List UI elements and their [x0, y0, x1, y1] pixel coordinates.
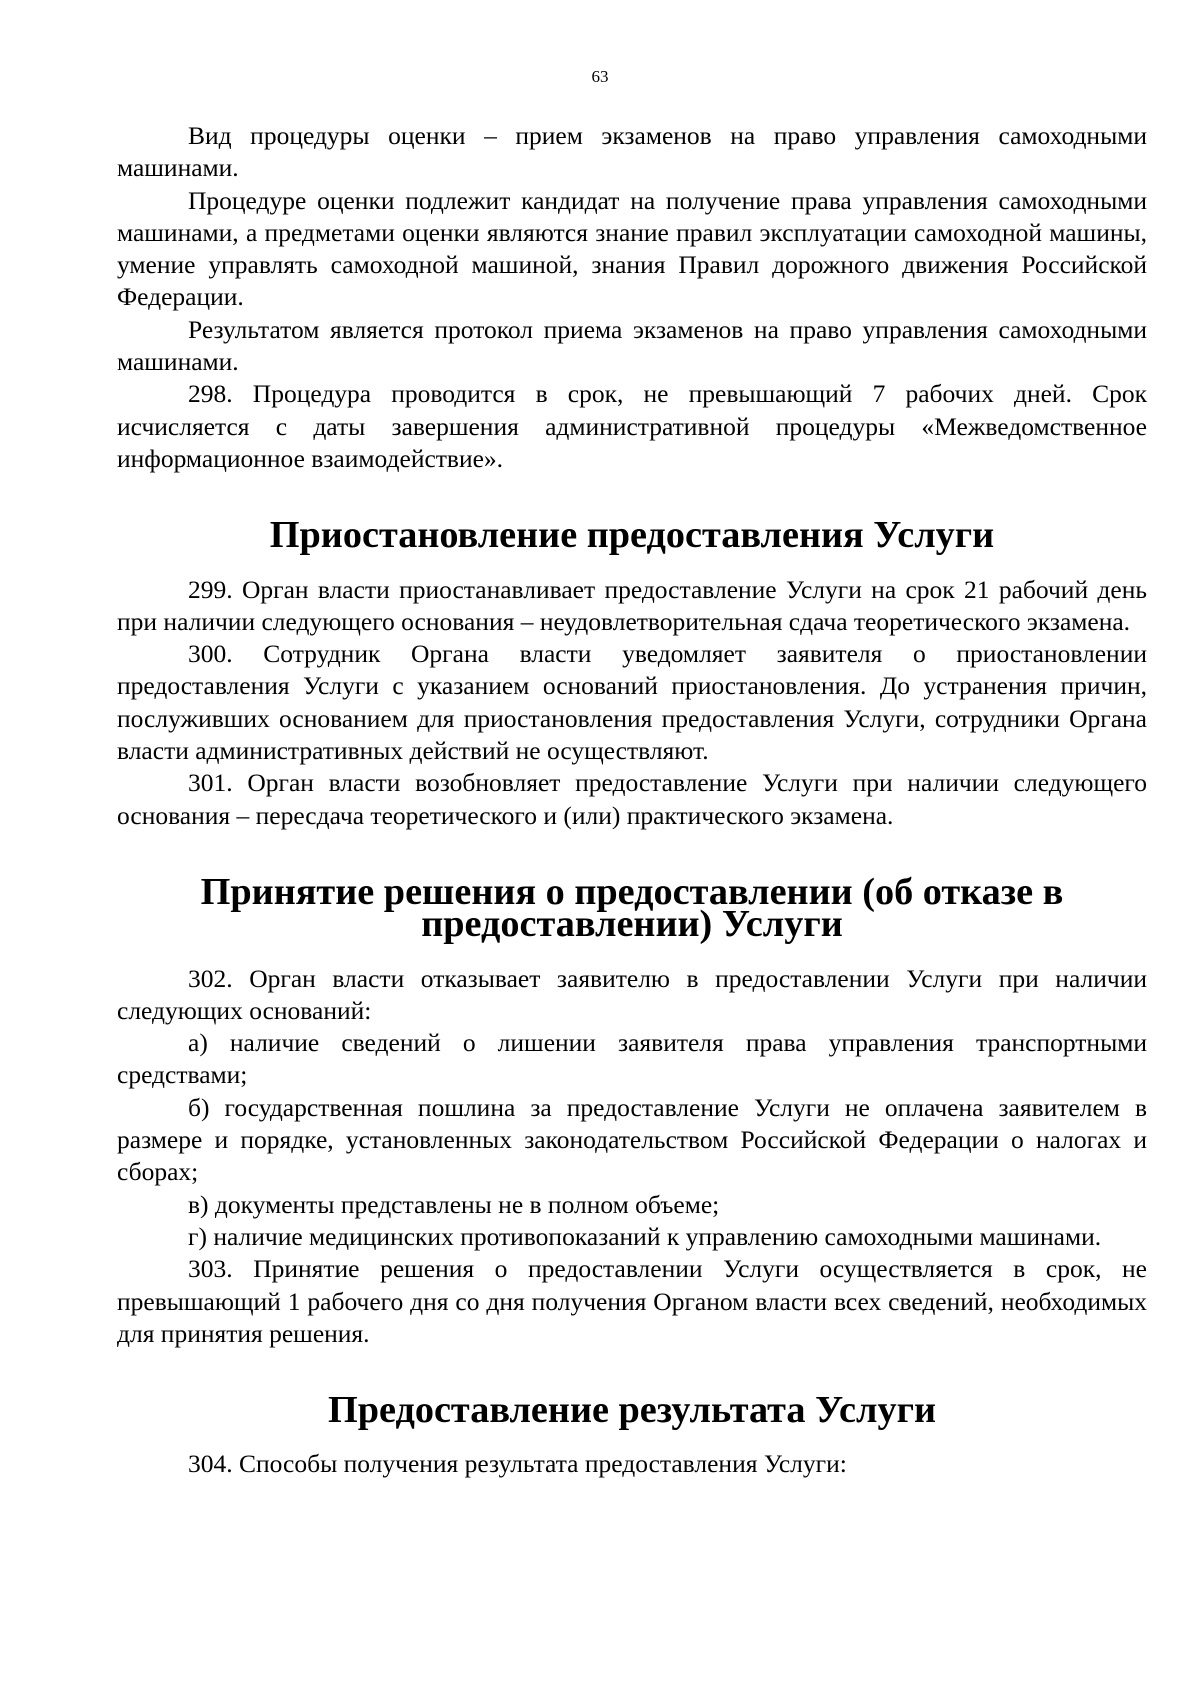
- page-number: 63: [591, 67, 609, 86]
- heading-decision: Принятие решения о предоставлении (об отказе в предоставлении) Услуги: [200, 870, 1064, 946]
- paragraph-assessment-subject: Процедуре оценки подлежит кандидат на получение права управления самоходными машинами, а предметами оценки являются знание правил эксплуатации самоходной машины, умение управлять самоходной машиной, знания Правил дорожного движения Российской Федерации.: [117, 185, 1147, 312]
- paragraph-result-protocol: Результатом является протокол приема экзаменов на право управления самоходными машинами.: [117, 314, 1147, 377]
- heading-suspension: Приостановление предоставления Услуги: [269, 514, 995, 557]
- paragraph-301: 301. Орган власти возобновляет предоставление Услуги при наличии следующего основания – пересдача теоретического и (или) практического экзамена.: [117, 768, 1147, 830]
- paragraph-299: 299. Орган власти приостанавливает предоставление Услуги на срок 21 рабочий день при наличии следующего основания – неудовлетворительная сдача теоретического экзамена.: [117, 574, 1147, 636]
- paragraph-304: 304. Способы получения результата предоставления Услуги:: [188, 1449, 847, 1479]
- paragraph-303: 303. Принятие решения о предоставлении Услуги осуществляется в срок, не превышающий 1 рабочего дня со дня получения Органом власти всех сведений, необходимых для принятия решения.: [117, 1254, 1147, 1348]
- list-item-a: а) наличие сведений о лишении заявителя права управления транспортными средствами;: [117, 1028, 1147, 1090]
- paragraph-298: 298. Процедура проводится в срок, не превышающий 7 рабочих дней. Срок исчисляется с даты завершения административной процедуры «Межведомственное информационное взаимодействие».: [117, 379, 1147, 473]
- heading-result-delivery: Предоставление результата Услуги: [327, 1389, 936, 1432]
- list-item-g: г) наличие медицинских противопоказаний к управлению самоходными машинами.: [188, 1221, 1102, 1251]
- paragraph-302: 302. Орган власти отказывает заявителю в предоставлении Услуги при наличии следующих оснований:: [117, 963, 1147, 1025]
- list-item-v: в) документы представлены не в полном объеме;: [188, 1189, 720, 1219]
- document-body: [117, 120, 1147, 1481]
- paragraph-procedure-type: Вид процедуры оценки – прием экзаменов на право управления самоходными машинами.: [117, 121, 1147, 183]
- paragraph-300: 300. Сотрудник Органа власти уведомляет заявителя о приостановлении предоставления Услуги с указанием оснований приостановления. До устранения причин, послуживших основанием для приостановления предоставления Услуги, сотрудники Органа власти административных действий не осуществляют.: [117, 639, 1147, 766]
- list-item-b: б) государственная пошлина за предоставление Услуги не оплачена заявителем в размере и порядке, установленных законодательством Российской Федерации о налогах и сборах;: [117, 1092, 1147, 1187]
